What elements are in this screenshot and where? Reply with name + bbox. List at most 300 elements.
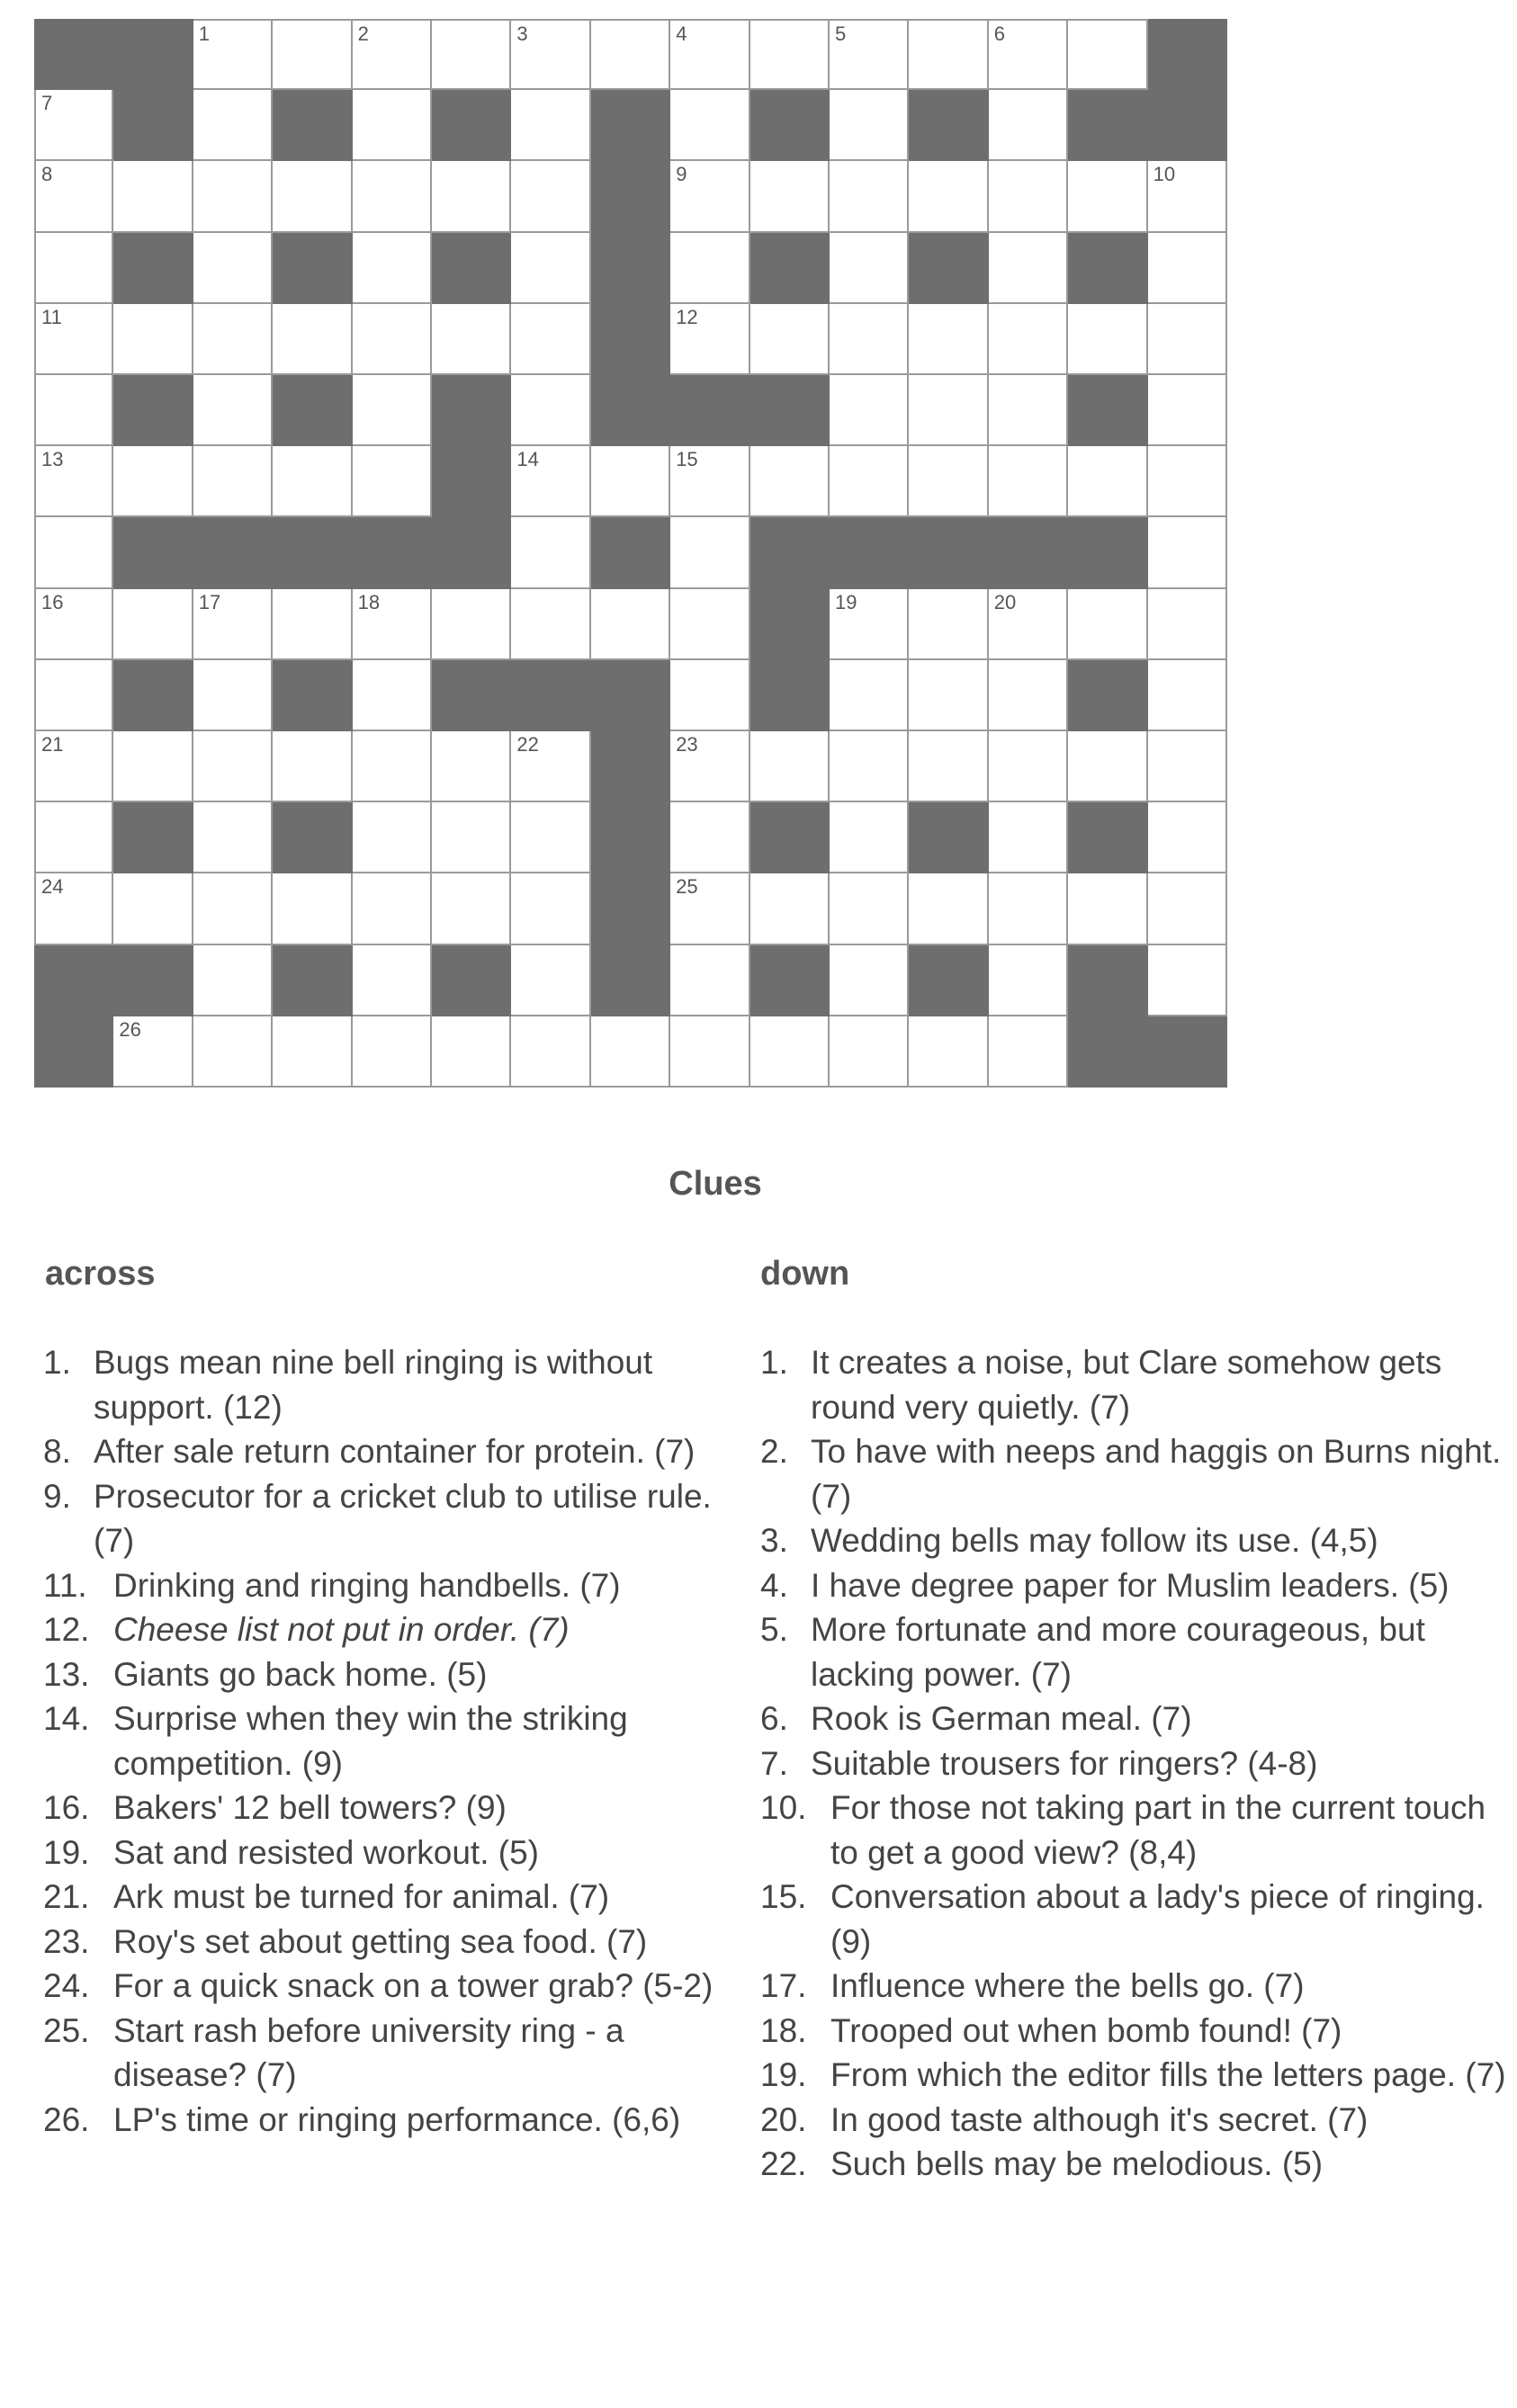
clue-number: 16. xyxy=(43,1789,90,1826)
grid-cell[interactable] xyxy=(511,375,590,446)
grid-cell[interactable] xyxy=(830,161,909,232)
grid-block xyxy=(273,660,352,731)
grid-block xyxy=(113,90,193,161)
grid-block xyxy=(750,517,830,588)
cell-number: 9 xyxy=(676,163,687,186)
across-clue[interactable] xyxy=(43,1563,727,1608)
grid-cell[interactable] xyxy=(353,90,432,161)
grid-cell[interactable] xyxy=(909,375,988,446)
down-clue[interactable] xyxy=(760,1518,1507,1563)
grid-cell[interactable] xyxy=(1148,233,1227,304)
clue-number: 19. xyxy=(43,1833,90,1871)
clue-number: 15. xyxy=(760,1878,807,1915)
grid-block xyxy=(432,233,511,304)
down-clue[interactable] xyxy=(760,1875,1507,1964)
clue-number: 26. xyxy=(43,2100,90,2138)
cell-number: 18 xyxy=(357,590,381,613)
grid-block xyxy=(591,375,670,446)
grid-cell[interactable] xyxy=(34,90,113,161)
clue-text: Ark must be turned for animal. (7) xyxy=(113,1878,610,1915)
across-clue[interactable] xyxy=(43,1607,727,1652)
grid-cell[interactable] xyxy=(193,304,273,375)
clue-number: 3. xyxy=(760,1522,788,1559)
grid-cell[interactable] xyxy=(1148,802,1227,873)
grid-block xyxy=(113,802,193,873)
grid-cell[interactable] xyxy=(909,660,988,731)
grid-cell[interactable] xyxy=(1068,446,1147,517)
grid-cell[interactable] xyxy=(113,731,193,802)
grid-cell[interactable] xyxy=(989,589,1068,660)
clue-text: Suitable trousers for ringers? (4-8) xyxy=(811,1744,1318,1782)
grid-block xyxy=(909,517,988,588)
clue-text: Roy's set about getting sea food. (7) xyxy=(113,1922,648,1960)
grid-cell[interactable] xyxy=(432,589,511,660)
grid-cell[interactable] xyxy=(113,304,193,375)
grid-cell[interactable] xyxy=(1068,873,1147,944)
grid-cell[interactable] xyxy=(1148,945,1227,1016)
clue-text: Drinking and ringing handbells. (7) xyxy=(113,1566,621,1604)
grid-cell[interactable] xyxy=(34,517,113,588)
grid-block xyxy=(1068,233,1147,304)
grid-cell[interactable] xyxy=(113,161,193,232)
grid-cell[interactable] xyxy=(670,304,750,375)
grid-cell[interactable] xyxy=(989,19,1068,90)
grid-cell[interactable] xyxy=(830,233,909,304)
grid-block xyxy=(750,90,830,161)
cell-number: 21 xyxy=(41,733,64,756)
grid-block xyxy=(909,90,988,161)
grid-block xyxy=(750,589,830,660)
clue-number: 13. xyxy=(43,1655,90,1693)
cell-number: 3 xyxy=(516,22,528,45)
grid-cell[interactable] xyxy=(591,589,670,660)
clue-number: 2. xyxy=(760,1433,788,1470)
grid-block xyxy=(273,375,352,446)
grid-cell[interactable] xyxy=(1148,731,1227,802)
cell-number: 17 xyxy=(198,590,221,613)
cell-number: 10 xyxy=(1153,163,1176,186)
grid-cell[interactable] xyxy=(670,233,750,304)
grid-block xyxy=(750,660,830,731)
grid-cell[interactable] xyxy=(670,660,750,731)
grid-cell[interactable] xyxy=(750,731,830,802)
grid-cell[interactable] xyxy=(989,304,1068,375)
across-clue[interactable] xyxy=(43,1429,727,1474)
grid-cell[interactable] xyxy=(830,1016,909,1088)
grid-cell[interactable] xyxy=(113,446,193,517)
grid-block xyxy=(273,802,352,873)
grid-cell[interactable] xyxy=(670,1016,750,1088)
grid-block xyxy=(1068,1016,1147,1088)
grid-cell[interactable] xyxy=(353,660,432,731)
cell-number: 12 xyxy=(676,305,698,328)
clue-text: LP's time or ringing performance. (6,6) xyxy=(113,2100,681,2138)
cell-number: 23 xyxy=(676,733,698,756)
grid-block xyxy=(113,660,193,731)
grid-cell[interactable] xyxy=(670,802,750,873)
grid-cell[interactable] xyxy=(909,1016,988,1088)
grid-cell[interactable] xyxy=(909,446,988,517)
grid-cell[interactable] xyxy=(670,19,750,90)
grid-cell[interactable] xyxy=(511,1016,590,1088)
grid-block xyxy=(909,233,988,304)
across-clue-list xyxy=(43,1340,727,2142)
grid-block xyxy=(273,233,352,304)
grid-cell[interactable] xyxy=(273,161,352,232)
grid-block xyxy=(591,873,670,944)
grid-cell[interactable] xyxy=(113,1016,193,1088)
grid-cell[interactable] xyxy=(193,1016,273,1088)
cell-number: 13 xyxy=(41,448,64,471)
cell-number: 2 xyxy=(357,22,369,45)
clue-number: 4. xyxy=(760,1566,788,1604)
grid-cell[interactable] xyxy=(273,589,352,660)
grid-cell[interactable] xyxy=(511,161,590,232)
clue-number: 20. xyxy=(760,2100,807,2138)
cell-number: 11 xyxy=(41,305,62,328)
grid-cell[interactable] xyxy=(989,731,1068,802)
clue-text: To have with neeps and haggis on Burns night. (7) xyxy=(811,1433,1502,1515)
grid-cell[interactable] xyxy=(34,873,113,944)
grid-cell[interactable] xyxy=(830,802,909,873)
across-clue[interactable] xyxy=(43,1964,727,2009)
grid-block xyxy=(591,945,670,1016)
clue-text: Bakers' 12 bell towers? (9) xyxy=(113,1789,507,1826)
across-clue[interactable] xyxy=(43,1652,727,1697)
grid-cell[interactable] xyxy=(989,233,1068,304)
grid-cell[interactable] xyxy=(511,945,590,1016)
down-clue[interactable] xyxy=(760,2098,1507,2143)
grid-block xyxy=(830,517,909,588)
grid-cell[interactable] xyxy=(273,19,352,90)
across-clue[interactable] xyxy=(43,1696,727,1786)
cell-number: 16 xyxy=(41,590,64,613)
grid-block xyxy=(432,945,511,1016)
grid-cell[interactable] xyxy=(909,873,988,944)
grid-cell[interactable] xyxy=(353,945,432,1016)
grid-block xyxy=(273,90,352,161)
clue-number: 21. xyxy=(43,1878,90,1915)
down-clue[interactable] xyxy=(760,2053,1507,2098)
grid-cell[interactable] xyxy=(1068,589,1147,660)
grid-block xyxy=(591,660,670,731)
grid-cell[interactable] xyxy=(353,233,432,304)
grid-cell[interactable] xyxy=(830,375,909,446)
grid-cell[interactable] xyxy=(353,19,432,90)
clues-heading: Clues xyxy=(669,1165,762,1203)
grid-cell[interactable] xyxy=(193,233,273,304)
grid-cell[interactable] xyxy=(511,446,590,517)
grid-block xyxy=(750,233,830,304)
grid-block xyxy=(591,731,670,802)
cell-number: 22 xyxy=(516,733,539,756)
down-heading: down xyxy=(760,1255,850,1293)
grid-block xyxy=(432,446,511,517)
cell-number: 19 xyxy=(835,590,857,613)
across-clue[interactable] xyxy=(43,1920,727,1965)
grid-cell[interactable] xyxy=(353,446,432,517)
grid-cell[interactable] xyxy=(193,589,273,660)
grid-block xyxy=(750,802,830,873)
across-clue[interactable] xyxy=(43,1340,727,1429)
across-clue[interactable] xyxy=(43,1831,727,1875)
grid-cell[interactable] xyxy=(1148,304,1227,375)
grid-block xyxy=(1068,375,1147,446)
across-clue[interactable] xyxy=(43,2009,727,2098)
grid-cell[interactable] xyxy=(273,731,352,802)
grid-cell[interactable] xyxy=(511,233,590,304)
clue-text: Trooped out when bomb found! (7) xyxy=(830,2011,1342,2049)
grid-cell[interactable] xyxy=(989,161,1068,232)
down-clue[interactable] xyxy=(760,1340,1507,1429)
grid-cell[interactable] xyxy=(193,873,273,944)
grid-cell[interactable] xyxy=(670,517,750,588)
across-clue[interactable] xyxy=(43,1474,727,1563)
grid-cell[interactable] xyxy=(353,1016,432,1088)
grid-cell[interactable] xyxy=(591,1016,670,1088)
grid-cell[interactable] xyxy=(1148,517,1227,588)
clue-text: For a quick snack on a tower grab? (5-2) xyxy=(113,1967,714,2004)
grid-cell[interactable] xyxy=(273,446,352,517)
grid-cell[interactable] xyxy=(909,589,988,660)
grid-block xyxy=(193,517,273,588)
grid-cell[interactable] xyxy=(34,660,113,731)
clue-number: 9. xyxy=(43,1477,71,1515)
grid-cell[interactable] xyxy=(432,731,511,802)
grid-cell[interactable] xyxy=(830,589,909,660)
grid-cell[interactable] xyxy=(353,161,432,232)
grid-cell[interactable] xyxy=(34,446,113,517)
cell-number: 1 xyxy=(198,22,211,45)
grid-cell[interactable] xyxy=(432,1016,511,1088)
grid-cell[interactable] xyxy=(353,731,432,802)
grid-block xyxy=(591,90,670,161)
grid-cell[interactable] xyxy=(34,802,113,873)
grid-block xyxy=(273,517,352,588)
grid-block xyxy=(113,945,193,1016)
grid-block xyxy=(670,375,750,446)
grid-cell[interactable] xyxy=(34,589,113,660)
grid-cell[interactable] xyxy=(34,375,113,446)
grid-cell[interactable] xyxy=(989,873,1068,944)
clue-number: 17. xyxy=(760,1967,807,2004)
grid-cell[interactable] xyxy=(670,161,750,232)
clue-text: Prosecutor for a cricket club to utilise rule. (7) xyxy=(94,1477,712,1559)
grid-cell[interactable] xyxy=(511,873,590,944)
grid-cell[interactable] xyxy=(670,589,750,660)
grid-block xyxy=(432,660,511,731)
grid-cell[interactable] xyxy=(989,945,1068,1016)
grid-cell[interactable] xyxy=(750,19,830,90)
grid-cell[interactable] xyxy=(432,802,511,873)
clue-number: 18. xyxy=(760,2011,807,2049)
grid-cell[interactable] xyxy=(909,304,988,375)
grid-cell[interactable] xyxy=(750,873,830,944)
clue-number: 11. xyxy=(43,1566,87,1604)
grid-cell[interactable] xyxy=(989,446,1068,517)
grid-cell[interactable] xyxy=(1148,660,1227,731)
grid-cell[interactable] xyxy=(273,304,352,375)
grid-cell[interactable] xyxy=(830,731,909,802)
grid-cell[interactable] xyxy=(193,446,273,517)
grid-cell[interactable] xyxy=(193,731,273,802)
down-clue[interactable] xyxy=(760,1964,1507,2009)
grid-cell[interactable] xyxy=(1068,19,1147,90)
down-clue[interactable] xyxy=(760,2009,1507,2054)
grid-cell[interactable] xyxy=(830,304,909,375)
grid-cell[interactable] xyxy=(511,589,590,660)
grid-cell[interactable] xyxy=(432,304,511,375)
grid-cell[interactable] xyxy=(34,233,113,304)
down-clue[interactable] xyxy=(760,2142,1507,2187)
grid-cell[interactable] xyxy=(511,304,590,375)
down-clue[interactable] xyxy=(760,1429,1507,1518)
grid-block xyxy=(1068,802,1147,873)
clue-text: After sale return container for protein. (7) xyxy=(94,1433,696,1470)
grid-cell[interactable] xyxy=(1148,589,1227,660)
grid-block xyxy=(591,304,670,375)
grid-cell[interactable] xyxy=(989,1016,1068,1088)
grid-cell[interactable] xyxy=(511,19,590,90)
grid-cell[interactable] xyxy=(34,304,113,375)
grid-block xyxy=(591,802,670,873)
grid-cell[interactable] xyxy=(34,161,113,232)
grid-cell[interactable] xyxy=(1148,375,1227,446)
grid-cell[interactable] xyxy=(750,304,830,375)
grid-cell[interactable] xyxy=(989,375,1068,446)
grid-cell[interactable] xyxy=(750,446,830,517)
grid-cell[interactable] xyxy=(591,446,670,517)
grid-block xyxy=(34,1016,113,1088)
grid-cell[interactable] xyxy=(193,802,273,873)
grid-cell[interactable] xyxy=(193,90,273,161)
grid-cell[interactable] xyxy=(273,1016,352,1088)
grid-block xyxy=(1068,517,1147,588)
clue-number: 5. xyxy=(760,1611,788,1648)
grid-block xyxy=(273,945,352,1016)
grid-cell[interactable] xyxy=(830,945,909,1016)
down-clue[interactable] xyxy=(760,1607,1507,1696)
down-clue[interactable] xyxy=(760,1741,1507,1786)
grid-cell[interactable] xyxy=(353,589,432,660)
grid-block xyxy=(591,517,670,588)
grid-cell[interactable] xyxy=(989,660,1068,731)
clue-number: 12. xyxy=(43,1611,90,1648)
clue-text: Cheese list not put in order. (7) xyxy=(113,1611,570,1648)
grid-block xyxy=(113,233,193,304)
clue-number: 25. xyxy=(43,2011,90,2049)
grid-cell[interactable] xyxy=(830,446,909,517)
down-clue[interactable] xyxy=(760,1786,1507,1875)
down-clue[interactable] xyxy=(760,1563,1507,1608)
grid-cell[interactable] xyxy=(273,873,352,944)
grid-cell[interactable] xyxy=(432,873,511,944)
down-clue[interactable] xyxy=(760,1696,1507,1741)
grid-cell[interactable] xyxy=(113,873,193,944)
grid-cell[interactable] xyxy=(1068,161,1147,232)
cell-number: 26 xyxy=(119,1017,141,1041)
clue-text: From which the editor fills the letters page. (7) xyxy=(830,2056,1506,2093)
grid-cell[interactable] xyxy=(113,589,193,660)
grid-cell[interactable] xyxy=(1148,873,1227,944)
grid-cell[interactable] xyxy=(670,90,750,161)
clue-number: 10. xyxy=(760,1789,807,1826)
grid-cell[interactable] xyxy=(193,161,273,232)
grid-cell[interactable] xyxy=(830,660,909,731)
clue-text: Sat and resisted workout. (5) xyxy=(113,1833,539,1871)
grid-cell[interactable] xyxy=(193,375,273,446)
grid-cell[interactable] xyxy=(193,660,273,731)
grid-cell[interactable] xyxy=(1148,446,1227,517)
clue-number: 14. xyxy=(43,1700,90,1737)
grid-cell[interactable] xyxy=(511,517,590,588)
grid-cell[interactable] xyxy=(670,873,750,944)
grid-cell[interactable] xyxy=(1068,304,1147,375)
grid-cell[interactable] xyxy=(193,945,273,1016)
grid-cell[interactable] xyxy=(432,19,511,90)
clue-text: In good taste although it's secret. (7) xyxy=(830,2100,1369,2138)
grid-block xyxy=(1148,1016,1227,1088)
grid-cell[interactable] xyxy=(750,161,830,232)
grid-cell[interactable] xyxy=(830,873,909,944)
grid-cell[interactable] xyxy=(511,90,590,161)
clue-text: Wedding bells may follow its use. (4,5) xyxy=(811,1522,1378,1559)
clue-number: 8. xyxy=(43,1433,71,1470)
clue-number: 22. xyxy=(760,2145,807,2182)
grid-cell[interactable] xyxy=(830,90,909,161)
grid-cell[interactable] xyxy=(670,945,750,1016)
grid-cell[interactable] xyxy=(1068,731,1147,802)
grid-cell[interactable] xyxy=(989,802,1068,873)
clue-text: Conversation about a lady's piece of ringing. (9) xyxy=(830,1878,1485,1960)
grid-block xyxy=(34,19,113,90)
grid-cell[interactable] xyxy=(830,19,909,90)
clue-number: 7. xyxy=(760,1744,788,1782)
grid-cell[interactable] xyxy=(34,731,113,802)
across-clue[interactable] xyxy=(43,1875,727,1920)
grid-block xyxy=(432,375,511,446)
across-clue[interactable] xyxy=(43,1786,727,1831)
grid-cell[interactable] xyxy=(193,19,273,90)
clue-text: Influence where the bells go. (7) xyxy=(830,1967,1305,2004)
clue-text: Bugs mean nine bell ringing is without support. (12) xyxy=(94,1344,653,1426)
grid-cell[interactable] xyxy=(750,1016,830,1088)
across-clue[interactable] xyxy=(43,2098,727,2143)
grid-cell[interactable] xyxy=(909,19,988,90)
grid-cell[interactable] xyxy=(353,802,432,873)
cell-number: 20 xyxy=(993,590,1017,613)
grid-cell[interactable] xyxy=(432,161,511,232)
grid-cell[interactable] xyxy=(909,161,988,232)
grid-block xyxy=(909,802,988,873)
grid-cell[interactable] xyxy=(511,802,590,873)
grid-cell[interactable] xyxy=(670,731,750,802)
grid-cell[interactable] xyxy=(353,873,432,944)
grid-block xyxy=(113,375,193,446)
grid-cell[interactable] xyxy=(989,90,1068,161)
grid-cell[interactable] xyxy=(591,19,670,90)
clue-text: More fortunate and more courageous, but lacking power. (7) xyxy=(811,1611,1425,1693)
grid-cell[interactable] xyxy=(1148,161,1227,232)
grid-block xyxy=(113,19,193,90)
grid-cell[interactable] xyxy=(353,304,432,375)
grid-block xyxy=(750,375,830,446)
clue-number: 24. xyxy=(43,1967,90,2004)
grid-cell[interactable] xyxy=(511,731,590,802)
grid-cell[interactable] xyxy=(353,375,432,446)
grid-cell[interactable] xyxy=(670,446,750,517)
grid-cell[interactable] xyxy=(909,731,988,802)
